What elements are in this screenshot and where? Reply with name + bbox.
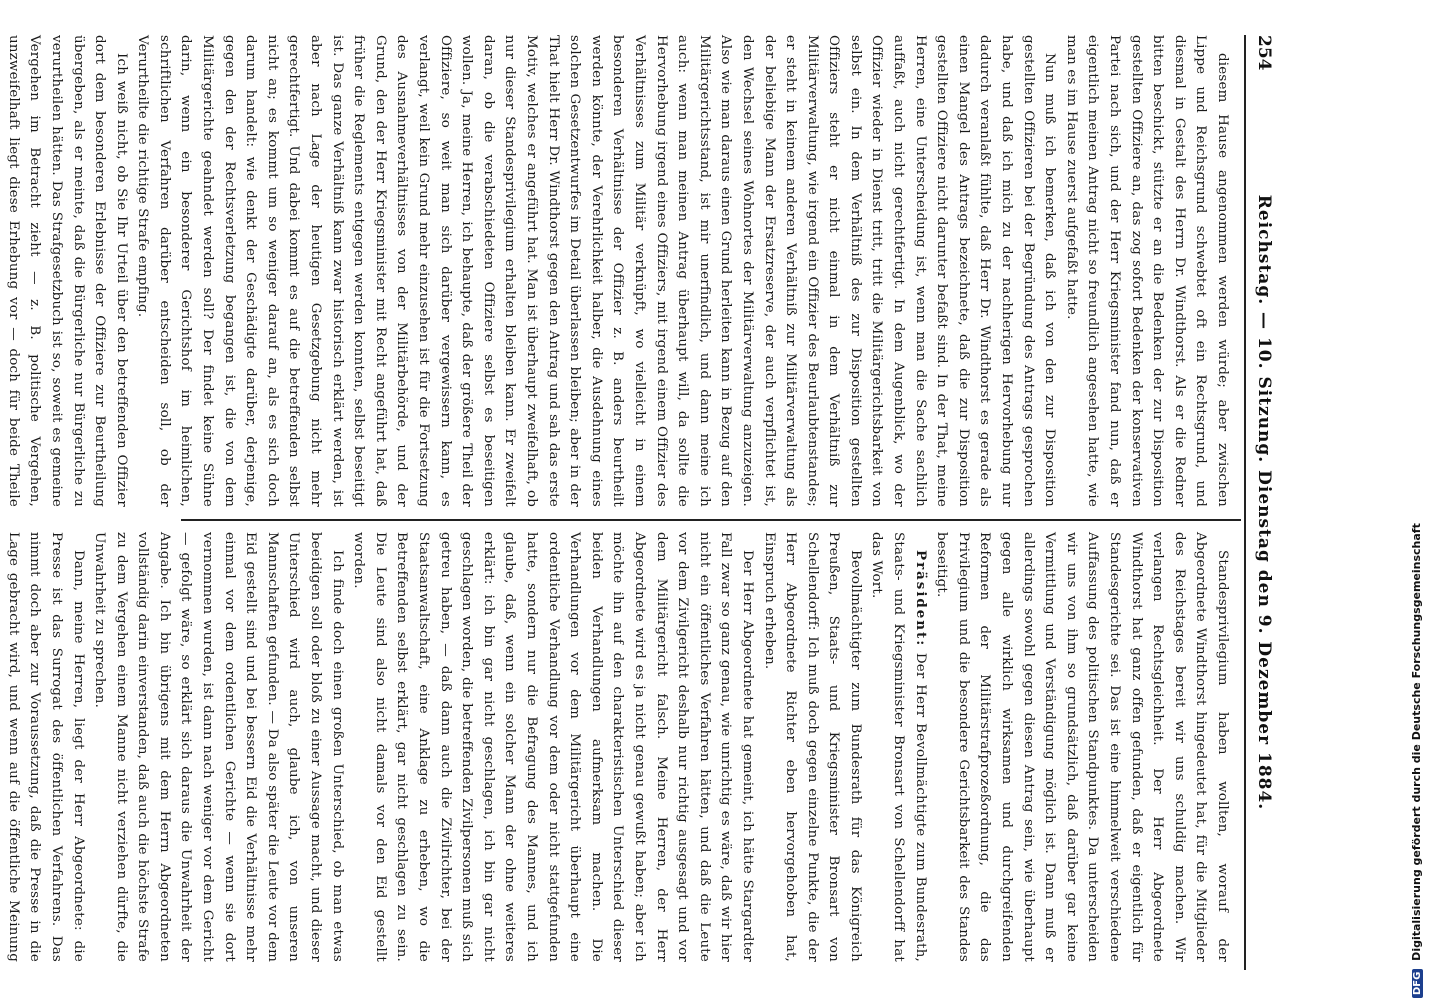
- dfg-logo: DFG: [1412, 969, 1423, 998]
- paragraph: [0, 532, 89, 962]
- paragraph: [348, 532, 758, 962]
- paragraph: [931, 532, 1233, 962]
- speaker-label: Präsident:: [912, 550, 929, 648]
- paragraph-text: Der Herr Abgeordnete hat gemeint, ich hätte Stargardter Fall zwar so ganz genau, wie unrichtig es wäre, daß wir hier nicht ein öffentliches Verfahren hätten, und daß die Leute vor dem Zivilgericht deshalb nur richtig ausgesagt und vor dem Militärgericht falsch. Meine Herren, der Herr Abgeordnete wird es ja nicht genau gewußt haben; aber ich möchte ihn auf den charakteristischen Unterschied dieser beiden Verhandlungen aufmerksam machen. Die Verhandlungen vor dem Militärgericht überhaupt eine ordentliche Verhandlung vor dem oder nicht stattgefunden hatte, sondern nur die Befragung des Mannes, und ich glaube, daß, wenn ein solcher Mann der ohne weiteres erklärt: ich bin gar nicht geschlagen, ich bin gar nicht geschlagen worden, die betreffenden Zivilpersonen muß sich getreu haben, — daß dann auch die Zivilrichter, bei der Staatsanwaltschaft, eine Anklage zu erheben, wo die Betreffenden selbst erklärt, gar nicht geschlagen zu sein. Die Leute sind also nicht damals vor den Eid gestellt worden.: [351, 532, 755, 962]
- paragraph: [866, 532, 931, 962]
- right-column: [5, 532, 1233, 962]
- paragraph-text: diesem Hause angenommen werden würde; aber zwischen Lippe und Reichsgrund schwebtet oft ein Rechtsgrund, und diesmal in Gestalt des Herrn Dr. Windthorst. Als er die Redner bitten beschickt, stützte er an die Bedenken der zur Disposition gestellten Offiziere an, das zog sofort Bedenken der konservativen Partei nach sich, und der Herr Kriegsminister fand nun, daß er eigentlich meinen Antrag nicht so freundlich angesehen hatte, wie man es im Hause zuerst aufgefaßt hatte.: [1063, 35, 1230, 507]
- page-number: 254: [1254, 35, 1274, 71]
- paragraph: [1060, 35, 1233, 507]
- paragraph-text: Ich finde doch einen großen Unterschied, ob man etwas beeidigen soll oder bloß zu einer Aussage macht, und dieser Unterschied wird auch, glaube ich, von unseren Mannschaften gefunden. — Da also später die Leute vor dem Eid gestellt sind und bei bessern Eid die Verhältnisse mehr einmal vor dem ordentlichen Gerichte — wenn sie dort vernommen wurden, ist dann nach weniger vor dem Gericht — gefolgt wäre, so erklärt sich daraus die Unwahrheit der Angabe. Ich bin übrigens mit dem Herrn Abgeordneten vollständig darin einverstanden, daß auch die höchste Strafe zu dem Vergehen einem Manne nicht verziehen dürfte, die Unwahrheit zu sprechen.: [92, 532, 345, 962]
- scanned-page: [5, 0, 1325, 1000]
- funding-note: [1410, 523, 1423, 998]
- paragraph-text: Dann, meine Herren, liegt der Herr Abgeordnete: die Presse ist das Surrogat des öffentlichen Verfahrens. Das nimmt doch aber zur Voraussetzung, daß die Presse in die Lage gebracht wird, und wenn auf die öffentliche Meinung: [5, 532, 86, 962]
- paragraph: [89, 532, 348, 962]
- paragraph: [0, 35, 132, 507]
- page-title: Reichstag. — 10. Sitzung. Dienstag den 9. Dezember 1884.: [1254, 194, 1274, 811]
- paragraph-text: Nun muß ich bemerken, daß ich von den zur Disposition gestellten Offizieren bei der Begründung des Antrags gesprochen habe, und daß ich mich zu der nachherigen Hervorhebung nur dadurch veranlaßt fühlte, daß Herr Dr. Windthorst es gerade als einen Mangel des Antrags bezeichnete, daß die zur Disposition gestellten Offiziere nicht darunter befaßt sind. In der That, meine Herren, eine Unterscheidung ist, wenn man die Sache sachlich auffaßt, auch nicht gerechtfertigt. In dem Augenblick, wo der Offizier wieder in Dienst tritt, tritt die Militärgerichtsbarkeit von selbst ein. In dem Verhältniß des zur Disposition gestellten Offiziers steht er nicht einmal in dem Verhältniß zur Militärverwaltung, wie irgend ein Offizier des Beurlaubtenstandes; er steht in keinem anderen Verhältniß zur Militärverwaltung als der beliebige Mann der Ersatzreserve, der auch verpflichtet ist, den Wechsel seines Wohnortes der Militärverwaltung anzuzeigen. Also wie man daraus einen Grund herleiten kann in Bezug auf den Militärgerichtsstand, ist mir unerfindlich, und dann meine ich auch: wenn man meinen Antrag überhaupt will, da sollte die Hervorhebung irgend eines Offiziers, mit irgend einem Offizier des Verhältnisses zum Militär verknüpft, wo vielleicht in einem besonderen Verhältnisse der Offizier z. B. anders beurtheilt werden könnte, der Verehrlichkeit halber, die Ausdehnung eines solchen Gesetzentwurfes im Detail überlassen bleiben; aber in der That hielt Herr Dr. Windthorst gegen den Antrag und sah das erste Motiv, welches er angeführt hat. Man ist überhaupt zweifelhaft, ob nur dieser Standesprivilegium erhalten bleiben kann. Er zweifelt daran, ob die verabschiedeten Offiziere selbst es beseitigen wollen. Ja, meine Herren, ich behaupte, daß der größere Theil der Offiziere, so weit man sich darüber vergewissern kann, es verlangt, weil kein Grund mehr einzusehen ist für die Fortsetzung des Ausnahmeverhältnisses von der Militärbehörde, und der Grund, den der Herr Kriegsminister mit Recht angeführt hat, daß früher die Reglements entgegen werden konnten, selbst beseitigt ist. Das ganze Verhältniß kann zwar historisch erklärt werden, ist aber nach Lage der heutigen Gesetzgebung nicht mehr gerechtfertigt. Und dabei kommt es auf die betreffenden selbst nicht an; es kommt um so weniger darauf an, als es sich doch darum handelt: wie denkt der Geschädigte darüber, derjenige, gegen den der Rechtsverletzung begangen ist, die von dem Militärgerichte geahndet werden soll? Der findet keine Sühne darin, wenn ein besonderer Gerichtshof im heimlichen, schriftlichen Verfahren darüber entscheiden soll, ob der Verurtheilte die richtige Strafe empfing.: [135, 35, 1058, 507]
- left-column: [5, 35, 1233, 507]
- paragraph-text: Bevollmächtigter zum Bundesrath für das Königreich Preußen, Staats- und Kriegsminister Bronsart von Schellendorff: Ich muß doch gegen einzelne Punkte, die der Herr Abgeordnete Richter eben hervorgehoben hat, Einspruch erheben.: [761, 532, 863, 962]
- funding-note-text: Digitalisierung gefördert durch die Deutsche Forschungsgemeinschaft: [1410, 523, 1423, 961]
- paragraph-text: Ich weiß nicht, ob Sie Ihr Urteil über den betreffenden Offizier dort dem besonderen Erlebnisse der Offiziere zur Beurtheilung übergeben, als er meinte, daß die Bürgerliche nur Bürgerliche zu verurtheilen hätten. Das Strafgesetzbuch ist so, soweit es gemeine Vergehen im Betracht zieht — z. B. politische Vergehen, unzweifelhaft liegt diese Erhebung vor — doch für beide Theile: [5, 35, 129, 507]
- paragraph: [132, 35, 1061, 507]
- column-divider: [181, 519, 1241, 521]
- paragraph: [758, 532, 866, 962]
- paragraph-text: Der Herr Bevollmächtigte zum Bundesrath, Staats- und Kriegsminister Bronsart von Schellendorff hat das Wort.: [869, 532, 928, 962]
- paragraph-text: Standesprivilegium haben wollten, worauf der Abgeordnete Windthorst hingedeutet hat, für die Mitglieder des Reichstages bereit wir uns schuldig machen. Wir verlangen Rechtsgleichheit. Der Herr Abgeordnete Windthorst hat ganz offen gefunden, daß er eigentlich für Standesgerichte sei. Das ist eine himmelweit verschiedene Auffassung des politischen Standpunktes. Da unterscheiden wir uns von ihm so grundsätzlich, daß darüber gar keine Vermittlung und Verständigung möglich ist. Dann muß er allerdings sowohl gegen diesen Antrag sein, wie überhaupt gegen alle wirklich wirksamen und durchgreifenden Reformen der Militärstrafprozeßordnung, die das Privilegium und die besondere Gerichtsbarkeit des Standes beseitigt.: [934, 532, 1230, 962]
- page-header: [1244, 35, 1280, 970]
